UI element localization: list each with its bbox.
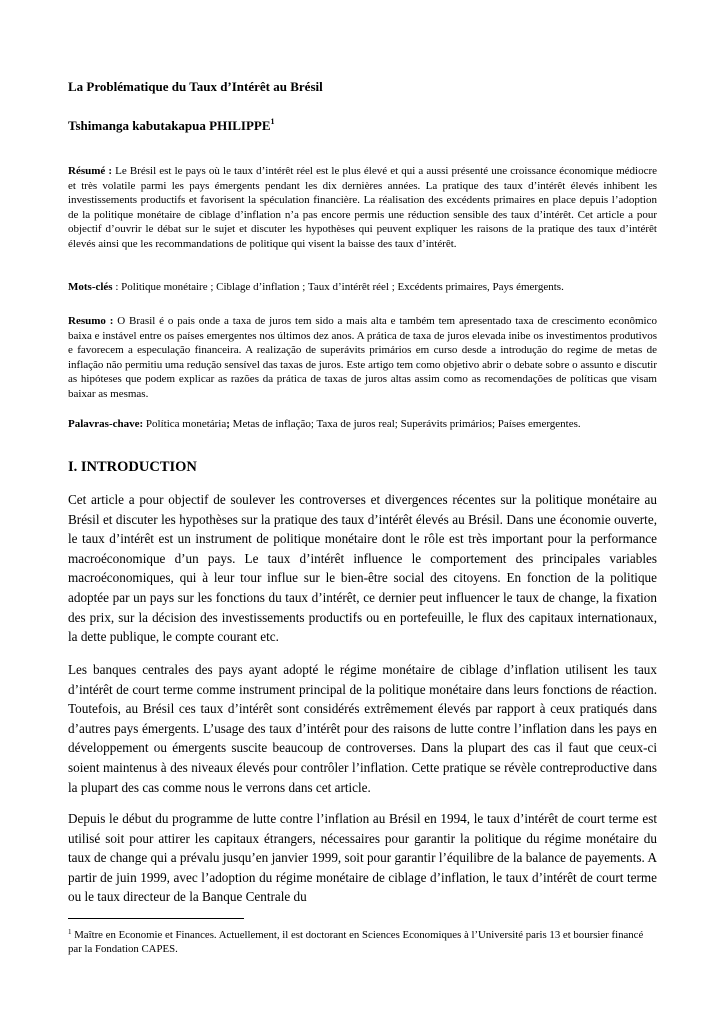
abstract-portuguese xyxy=(68,314,657,401)
keywords-portuguese-text: Política monetária xyxy=(143,418,227,430)
footnote-divider xyxy=(68,918,244,919)
footnote-ref: 1 xyxy=(270,117,275,126)
abstract-french-label: Résumé : xyxy=(68,165,113,177)
footnote xyxy=(68,925,657,956)
body-paragraph: Cet article a pour objectif de soulever les controverses et divergences récentes sur la politique monétaire au Brésil et discuter les hypothèses sur la pratique des taux d’intérêt élevés au Brésil. Dans une économie ouverte, le taux d’intérêt est un instrument de politique monétaire dont le rôle est très important pour la performance macroéconomique d’un pays. Le taux d’intérêt influence le comportement des principales variables macroéconomiques, qui à leur tour influe sur le bien-être social des citoyens. En fonction de la politique adoptée par un pays sur les fonctions du taux d’intérêt, ce dernier peut influencer le taux de change, la fixation des prix, sur la décision des investissements productifs ou en portefeuille, le flux des capitaux internationaux, la dette publique, le compte courant etc. xyxy=(68,492,657,645)
abstract-portuguese-text: O Brasil é o pais onde a taxa de juros tem sido a mais alta e também tem apresentado taxa de crescimento econômico baixa e instável entre os países emergentes nos últimos dez anos. A prática de taxa de juros elevada inibe os investimentos produtivos e favorecem a especulação financeira. A realização de superávits primários em curso desde a introdução do regime de metas de inflação não permitiu uma redução sensível das taxas de juros. Este artigo tem como objetivo abrir o debate sobre o assunto e discutir as hipóteses que podem explicar as razões da prática de taxas de juros altas assim como as recomendações de políticas que visam baixar as mesmas. xyxy=(68,315,657,400)
abstract-portuguese-label: Resumo : xyxy=(68,315,114,327)
section-heading: I. INTRODUCTION xyxy=(68,459,197,475)
body-paragraph: Les banques centrales des pays ayant adopté le régime monétaire de ciblage d’inflation utilisent les taux d’intérêt de court terme comme instrument principal de la politique monétaire dans leurs fonctions de réaction. Toutefois, au Brésil ces taux d’intérêt sont considérés extrêmement élevés par rapport à ceux pratiqués dans d’autres pays émergents. L’usage des taux d’intérêt pour des raisons de lutte contre l’inflation dans les pays en développement ou émergents suscite beaucoup de controverses. Dans la plupart des cas il faut que ceux-ci soient maintenus à des niveaux élevés pour contrôler l’inflation. Cette pratique se révèle contreproductive dans la plupart des cas comme nous le verrons dans cet article. xyxy=(68,662,657,795)
author-name: Tshimanga kabutakapua PHILIPPE xyxy=(68,118,271,133)
keywords-portuguese-rest: Metas de inflação; Taxa de juros real; Superávits primários; Países emergentes. xyxy=(229,418,581,430)
abstract-french xyxy=(68,164,657,251)
keywords-french-text: : Politique monétaire ; Ciblage d’inflation ; Taux d’intérêt réel ; Excédents primaires, Pays émergents. xyxy=(112,281,564,293)
body-paragraph: Depuis le début du programme de lutte contre l’inflation au Brésil en 1994, le taux d’intérêt de court terme est utilisé soit pour attirer les capitaux étrangers, nécessaires pour garantir la politique du régime monétaire du taux de change qui a prévalu jusqu’en janvier 1999, soit pour garantir l’équilibre de la balance de payements. A partir de juin 1999, avec l’adoption du régime monétaire de ciblage d’inflation, le taux d’intérêt de court terme ou le taux directeur de la Banque Centrale du xyxy=(68,811,657,905)
keywords-portuguese-label: Palavras-chave: xyxy=(68,418,144,430)
keywords-french-label: Mots-clés xyxy=(68,281,113,293)
author-line xyxy=(68,117,275,134)
footnote-marker: 1 xyxy=(68,928,72,936)
footnote-text: Maître en Economie et Finances. Actuellement, il est doctorant en Sciences Economiques à l’Université paris 13 et boursier financé par la Fondation CAPES. xyxy=(68,929,644,955)
keywords-portuguese xyxy=(68,417,657,432)
keywords-french xyxy=(68,280,657,295)
keywords-portuguese-separator: ; xyxy=(226,418,230,430)
abstract-french-text: Le Brésil est le pays où le taux d’intérêt réel est le plus élevé et qui a aussi présenté une croissance économique médiocre et très volatile parmi les pays émergents pendant les dix dernières années. La pratique des taux d’intérêt élevés inhibent les investissements productifs et favorisent la spéculation financière. La réalisation des excédents primaires en place depuis l’adoption de la politique monétaire de ciblage d’inflation n’a pas encore permis une réduction sensible des taux d’intérêt. Cet article a pour objectif d’ouvrir le débat sur le sujet et discuter les hypothèses qui peuvent expliquer les raisons de la pratique des taux d’intérêt élevés ainsi que les recommandations de politique qui visent la baisse des taux d’intérêt. xyxy=(68,165,657,250)
paper-title: La Problématique du Taux d’Intérêt au Brésil xyxy=(68,79,323,94)
